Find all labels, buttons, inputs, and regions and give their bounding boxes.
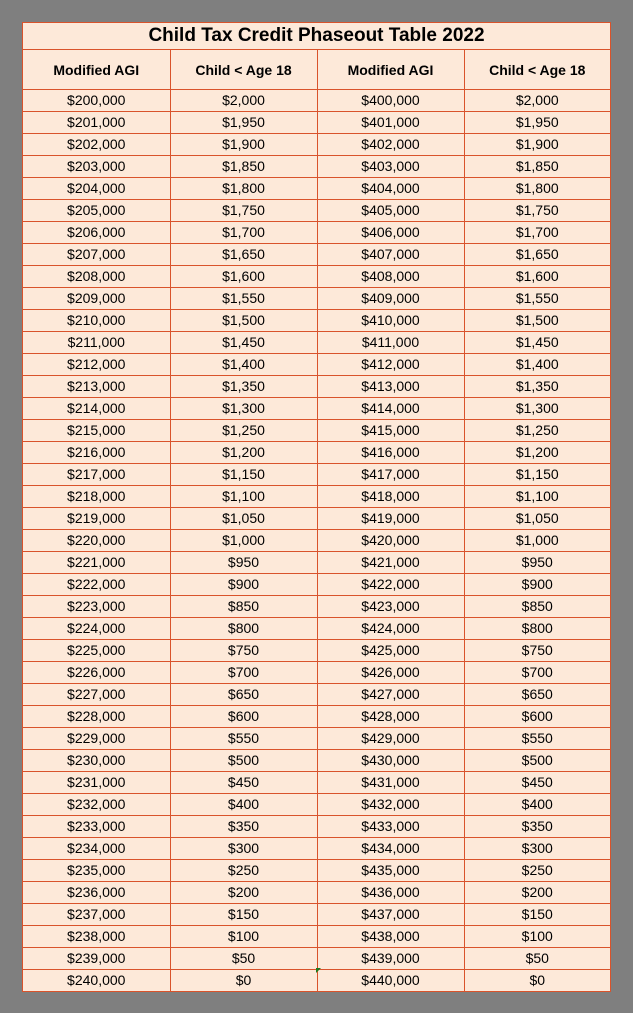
cell-child-credit: $750: [464, 640, 610, 662]
cell-child-credit: $500: [464, 750, 610, 772]
cell-modified-agi: $416,000: [317, 442, 464, 464]
cell-child-credit: $250: [170, 860, 317, 882]
table-row: [23, 596, 610, 618]
table-row: [23, 530, 610, 552]
cell-modified-agi: $238,000: [23, 926, 170, 948]
cell-modified-agi: $425,000: [317, 640, 464, 662]
cell-modified-agi: $215,000: [23, 420, 170, 442]
cell-child-credit: $1,650: [170, 244, 317, 266]
cell-modified-agi: $413,000: [317, 376, 464, 398]
table-row: [23, 662, 610, 684]
cell-child-credit: $1,450: [170, 332, 317, 354]
cell-modified-agi: $438,000: [317, 926, 464, 948]
cell-modified-agi: $239,000: [23, 948, 170, 970]
table-row: [23, 838, 610, 860]
cell-modified-agi: $404,000: [317, 178, 464, 200]
cell-child-credit: $300: [464, 838, 610, 860]
table-row: [23, 332, 610, 354]
cell-modified-agi: $236,000: [23, 882, 170, 904]
table-row: [23, 904, 610, 926]
cell-child-credit: $2,000: [170, 90, 317, 112]
table-title: Child Tax Credit Phaseout Table 2022: [23, 23, 610, 50]
cell-child-credit: $1,150: [170, 464, 317, 486]
cell-child-credit: $1,200: [170, 442, 317, 464]
cell-child-credit: $1,450: [464, 332, 610, 354]
cell-child-credit: $1,350: [170, 376, 317, 398]
cell-child-credit: $1,250: [464, 420, 610, 442]
table-row: [23, 200, 610, 222]
table-row: [23, 310, 610, 332]
header-modified-agi: Modified AGI: [317, 50, 464, 90]
cell-child-credit: $1,800: [464, 178, 610, 200]
table-row: [23, 860, 610, 882]
cell-child-credit: $1,100: [464, 486, 610, 508]
cell-modified-agi: $429,000: [317, 728, 464, 750]
cell-modified-agi: $402,000: [317, 134, 464, 156]
header-modified-agi: Modified AGI: [23, 50, 170, 90]
cell-child-credit: $1,900: [464, 134, 610, 156]
cell-child-credit: $1,600: [170, 266, 317, 288]
cell-child-credit: $1,550: [464, 288, 610, 310]
table-row: [23, 112, 610, 134]
cell-child-credit: $1,950: [464, 112, 610, 134]
table-row: [23, 772, 610, 794]
cell-modified-agi: $436,000: [317, 882, 464, 904]
table-row: [23, 684, 610, 706]
cell-child-credit: $0: [464, 970, 610, 992]
table-row: [23, 882, 610, 904]
table-row: [23, 486, 610, 508]
cell-child-credit: $800: [464, 618, 610, 640]
cell-child-credit: $1,650: [464, 244, 610, 266]
cell-child-credit: $350: [464, 816, 610, 838]
table-row: [23, 728, 610, 750]
cell-modified-agi: $415,000: [317, 420, 464, 442]
table-row: [23, 464, 610, 486]
cell-modified-agi: $200,000: [23, 90, 170, 112]
cell-child-credit: $1,500: [464, 310, 610, 332]
cell-child-credit: $250: [464, 860, 610, 882]
cell-modified-agi: $216,000: [23, 442, 170, 464]
cell-child-credit: $1,850: [464, 156, 610, 178]
cell-modified-agi: $240,000: [23, 970, 170, 992]
phaseout-table-sheet: [22, 22, 611, 992]
cell-child-credit: $1,250: [170, 420, 317, 442]
header-row: [23, 50, 610, 90]
cell-child-credit: $850: [170, 596, 317, 618]
cell-child-credit: $1,050: [464, 508, 610, 530]
cell-modified-agi: $205,000: [23, 200, 170, 222]
cell-child-credit: $2,000: [464, 90, 610, 112]
cell-modified-agi: $219,000: [23, 508, 170, 530]
cell-modified-agi: $229,000: [23, 728, 170, 750]
cell-modified-agi: $423,000: [317, 596, 464, 618]
cell-comment-indicator: [316, 968, 321, 973]
cell-modified-agi: $235,000: [23, 860, 170, 882]
cell-modified-agi: $417,000: [317, 464, 464, 486]
table-row: [23, 288, 610, 310]
cell-child-credit: $1,700: [170, 222, 317, 244]
cell-modified-agi: $420,000: [317, 530, 464, 552]
cell-modified-agi: $214,000: [23, 398, 170, 420]
cell-modified-agi: $422,000: [317, 574, 464, 596]
cell-child-credit: $1,850: [170, 156, 317, 178]
cell-modified-agi: $406,000: [317, 222, 464, 244]
cell-modified-agi: $211,000: [23, 332, 170, 354]
cell-child-credit: $900: [464, 574, 610, 596]
cell-child-credit: $950: [170, 552, 317, 574]
cell-modified-agi: $207,000: [23, 244, 170, 266]
cell-modified-agi: $209,000: [23, 288, 170, 310]
cell-modified-agi: $212,000: [23, 354, 170, 376]
cell-child-credit: $50: [170, 948, 317, 970]
cell-child-credit: $1,050: [170, 508, 317, 530]
cell-modified-agi: $426,000: [317, 662, 464, 684]
cell-child-credit: $450: [170, 772, 317, 794]
cell-modified-agi: $232,000: [23, 794, 170, 816]
cell-modified-agi: $411,000: [317, 332, 464, 354]
cell-child-credit: $1,150: [464, 464, 610, 486]
cell-child-credit: $150: [170, 904, 317, 926]
cell-child-credit: $300: [170, 838, 317, 860]
table-row: [23, 508, 610, 530]
cell-child-credit: $600: [464, 706, 610, 728]
cell-child-credit: $350: [170, 816, 317, 838]
cell-child-credit: $550: [464, 728, 610, 750]
cell-modified-agi: $210,000: [23, 310, 170, 332]
cell-child-credit: $900: [170, 574, 317, 596]
table-row: [23, 552, 610, 574]
cell-child-credit: $650: [464, 684, 610, 706]
cell-child-credit: $1,900: [170, 134, 317, 156]
cell-modified-agi: $439,000: [317, 948, 464, 970]
cell-modified-agi: $213,000: [23, 376, 170, 398]
cell-modified-agi: $206,000: [23, 222, 170, 244]
table-row: [23, 420, 610, 442]
cell-modified-agi: $414,000: [317, 398, 464, 420]
table-row: [23, 90, 610, 112]
cell-child-credit: $850: [464, 596, 610, 618]
cell-modified-agi: $203,000: [23, 156, 170, 178]
table-row: [23, 574, 610, 596]
cell-modified-agi: $233,000: [23, 816, 170, 838]
table-row: [23, 178, 610, 200]
cell-child-credit: $50: [464, 948, 610, 970]
cell-modified-agi: $408,000: [317, 266, 464, 288]
cell-modified-agi: $225,000: [23, 640, 170, 662]
cell-modified-agi: $208,000: [23, 266, 170, 288]
cell-child-credit: $1,000: [170, 530, 317, 552]
cell-child-credit: $1,500: [170, 310, 317, 332]
cell-modified-agi: $433,000: [317, 816, 464, 838]
cell-modified-agi: $224,000: [23, 618, 170, 640]
cell-modified-agi: $424,000: [317, 618, 464, 640]
table-row: [23, 376, 610, 398]
cell-child-credit: $700: [464, 662, 610, 684]
table-row: [23, 266, 610, 288]
cell-modified-agi: $222,000: [23, 574, 170, 596]
cell-child-credit: $200: [170, 882, 317, 904]
cell-child-credit: $550: [170, 728, 317, 750]
cell-child-credit: $1,400: [170, 354, 317, 376]
cell-child-credit: $1,750: [170, 200, 317, 222]
cell-child-credit: $450: [464, 772, 610, 794]
table-row: [23, 398, 610, 420]
cell-child-credit: $1,100: [170, 486, 317, 508]
table-row: [23, 244, 610, 266]
cell-modified-agi: $409,000: [317, 288, 464, 310]
cell-modified-agi: $226,000: [23, 662, 170, 684]
cell-modified-agi: $434,000: [317, 838, 464, 860]
table-row: [23, 750, 610, 772]
cell-child-credit: $750: [170, 640, 317, 662]
cell-modified-agi: $430,000: [317, 750, 464, 772]
cell-child-credit: $1,700: [464, 222, 610, 244]
table-row: [23, 948, 610, 970]
cell-modified-agi: $407,000: [317, 244, 464, 266]
cell-child-credit: $950: [464, 552, 610, 574]
cell-modified-agi: $401,000: [317, 112, 464, 134]
cell-modified-agi: $418,000: [317, 486, 464, 508]
cell-modified-agi: $228,000: [23, 706, 170, 728]
cell-modified-agi: $432,000: [317, 794, 464, 816]
cell-modified-agi: $230,000: [23, 750, 170, 772]
cell-modified-agi: $204,000: [23, 178, 170, 200]
cell-modified-agi: $201,000: [23, 112, 170, 134]
cell-child-credit: $1,750: [464, 200, 610, 222]
cell-modified-agi: $403,000: [317, 156, 464, 178]
cell-child-credit: $0: [170, 970, 317, 992]
cell-child-credit: $500: [170, 750, 317, 772]
cell-modified-agi: $437,000: [317, 904, 464, 926]
cell-modified-agi: $218,000: [23, 486, 170, 508]
cell-modified-agi: $223,000: [23, 596, 170, 618]
cell-child-credit: $1,200: [464, 442, 610, 464]
cell-modified-agi: $412,000: [317, 354, 464, 376]
table-row: [23, 222, 610, 244]
cell-modified-agi: $410,000: [317, 310, 464, 332]
cell-child-credit: $600: [170, 706, 317, 728]
table-row: [23, 794, 610, 816]
table-row: [23, 926, 610, 948]
table-row: [23, 816, 610, 838]
table-row: [23, 618, 610, 640]
table-row: [23, 134, 610, 156]
cell-child-credit: $1,300: [464, 398, 610, 420]
cell-child-credit: $1,000: [464, 530, 610, 552]
cell-child-credit: $1,400: [464, 354, 610, 376]
cell-modified-agi: $419,000: [317, 508, 464, 530]
cell-modified-agi: $431,000: [317, 772, 464, 794]
cell-child-credit: $100: [464, 926, 610, 948]
cell-modified-agi: $220,000: [23, 530, 170, 552]
cell-modified-agi: $227,000: [23, 684, 170, 706]
cell-modified-agi: $435,000: [317, 860, 464, 882]
cell-child-credit: $150: [464, 904, 610, 926]
cell-modified-agi: $231,000: [23, 772, 170, 794]
cell-modified-agi: $421,000: [317, 552, 464, 574]
cell-child-credit: $1,300: [170, 398, 317, 420]
cell-modified-agi: $427,000: [317, 684, 464, 706]
cell-child-credit: $1,550: [170, 288, 317, 310]
cell-child-credit: $650: [170, 684, 317, 706]
cell-modified-agi: $440,000: [317, 970, 464, 992]
cell-child-credit: $400: [464, 794, 610, 816]
cell-child-credit: $400: [170, 794, 317, 816]
header-child-under-18: Child < Age 18: [464, 50, 610, 90]
cell-child-credit: $700: [170, 662, 317, 684]
cell-modified-agi: $405,000: [317, 200, 464, 222]
cell-child-credit: $1,950: [170, 112, 317, 134]
table-row: [23, 640, 610, 662]
table-row: [23, 442, 610, 464]
cell-modified-agi: $400,000: [317, 90, 464, 112]
table-row: [23, 354, 610, 376]
cell-child-credit: $100: [170, 926, 317, 948]
table-row: [23, 706, 610, 728]
header-child-under-18: Child < Age 18: [170, 50, 317, 90]
cell-modified-agi: $202,000: [23, 134, 170, 156]
cell-modified-agi: $428,000: [317, 706, 464, 728]
cell-modified-agi: $237,000: [23, 904, 170, 926]
cell-child-credit: $1,600: [464, 266, 610, 288]
cell-modified-agi: $217,000: [23, 464, 170, 486]
cell-child-credit: $800: [170, 618, 317, 640]
table-row: [23, 156, 610, 178]
cell-modified-agi: $234,000: [23, 838, 170, 860]
cell-child-credit: $200: [464, 882, 610, 904]
cell-child-credit: $1,350: [464, 376, 610, 398]
cell-modified-agi: $221,000: [23, 552, 170, 574]
phaseout-table: [23, 50, 610, 991]
cell-child-credit: $1,800: [170, 178, 317, 200]
